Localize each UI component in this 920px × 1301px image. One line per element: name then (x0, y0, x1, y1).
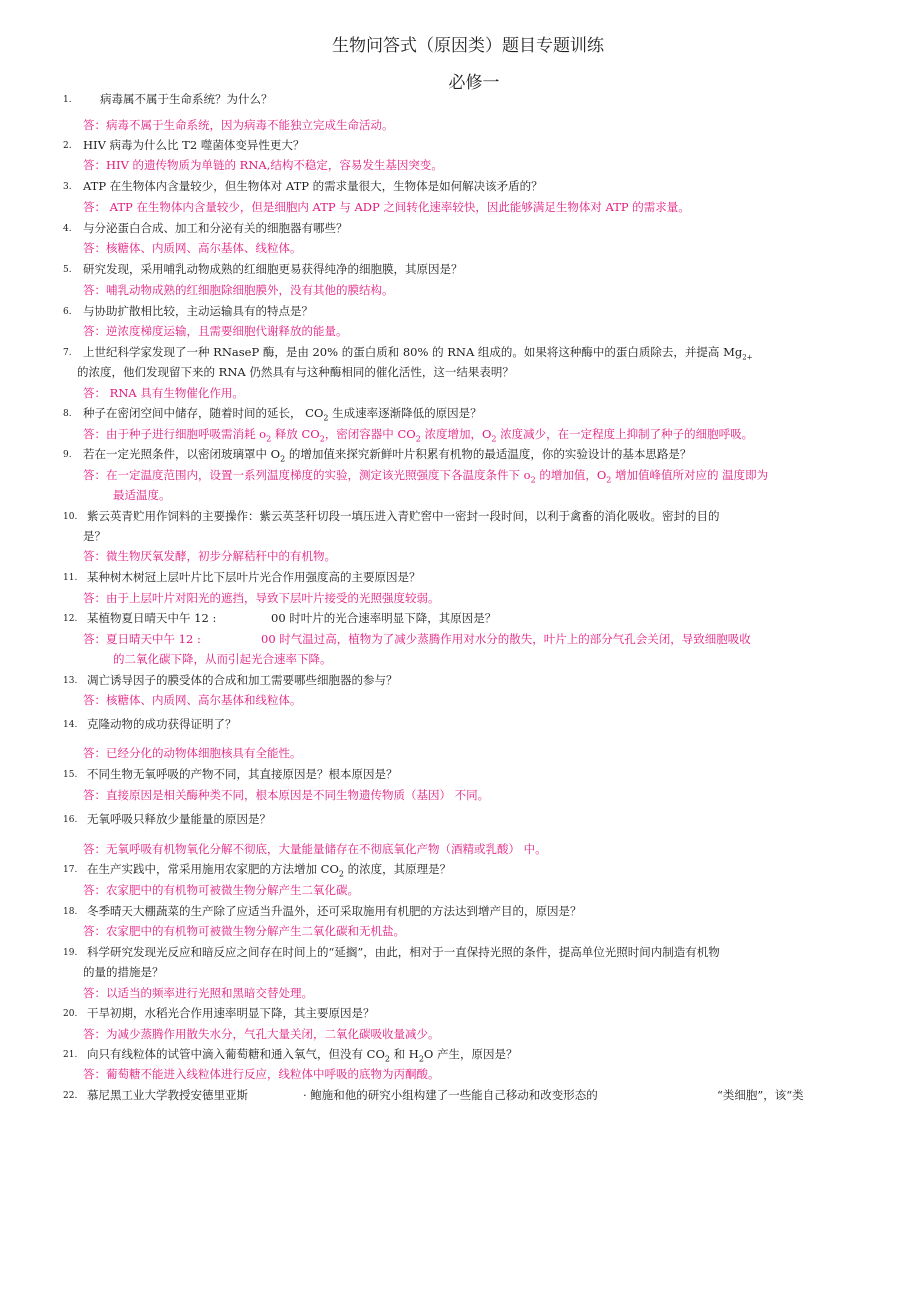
question-text: 冬季晴天大棚蔬菜的生产除了应适当升温外，还可采取施用有机肥的方法达到增产目的，原因是？ (87, 904, 582, 918)
question-text: 研究发现，采用哺乳动物成熟的红细胞更易获得纯净的细胞膜，其原因是？ (83, 262, 463, 276)
question-text: 慕尼黑工业大学教授安德里亚斯 (87, 1088, 248, 1102)
question-number: 10. (63, 512, 78, 522)
question-text: 不同生物无氧呼吸的产物不同，其直接原因是？根本原因是？ (87, 767, 398, 781)
answer-text: 答：由于上层叶片对阳光的遮挡，导致下层叶片接受的光照强度较弱。 (83, 591, 440, 605)
question-number: 6. (63, 307, 72, 317)
answer-text: 答：核糖体、内质网、高尔基体、线粒体。 (83, 241, 302, 255)
answer-text: 答：直接原因是相关酶种类不同，根本原因是不同生物遗传物质（基因） 不同。 (83, 788, 490, 802)
answer-text: 答：夏日晴天中午 12 : (83, 632, 201, 646)
answer-text: 的二氧化碳下降，从而引起光合速率下降。 (113, 652, 332, 666)
answer-text: 00 时气温过高，植物为了减少蒸腾作用对水分的散失，叶片上的部分气孔会关闭，导致细胞吸收 (261, 632, 751, 646)
question-number: 9. (63, 450, 72, 460)
question-number: 18. (63, 907, 78, 917)
question-number: 7. (63, 348, 72, 358)
question-number: 14. (63, 720, 78, 730)
question-text: 00 时叶片的光合速率明显下降，其原因是？ (271, 611, 497, 625)
superscript: 2+ (742, 353, 753, 362)
question-number: 5. (63, 265, 72, 275)
question-number: 12. (63, 614, 78, 624)
question-text: 的量的措施是？ (83, 965, 164, 979)
question-text: 无氧呼吸只释放少量能量的原因是？ (87, 812, 271, 826)
question-number: 16. (63, 815, 78, 825)
question-text: 上世纪科学家发现了一种 RNaseP 酶，是由 20% 的蛋白质和 80% 的 RNA 组成的。如果将这种酶中的蛋白质除去，并提高 $Mg_{2+}$ (83, 345, 753, 362)
question-text: 在生产实践中，常采用施用农家肥的方法增加 $CO_2$ 的浓度，其原理是？ (87, 862, 452, 879)
question-text: 某种树木树冠上层叶片比下层叶片光合作用强度高的主要原因是？ (87, 570, 421, 584)
question-number: 4. (63, 224, 72, 234)
document-subtitle: 必修一 (448, 73, 500, 93)
question-text: 科学研究发现光反应和暗反应之间存在时间上的“延搁”，由此，相对于一直保持光照的条件，提高单位光照时间内制造有机物 (87, 945, 720, 959)
question-text: 种子在密闭空间中储存，随着时间的延长， $CO_2$ 生成速率逐渐降低的原因是？ (83, 406, 482, 423)
question-text: 的浓度，他们发现留下来的 RNA 仍然具有与这种酶相同的催化活性，这一结果表明？ (77, 365, 514, 379)
answer-text: 答：农家肥中的有机物可被微生物分解产生二氧化碳和无机盐。 (83, 924, 405, 938)
question-text: 向只有线粒体的试管中滴入葡萄糖和通入氧气，但没有 $CO_2$ 和 $H_2O$ 产生，原因是？ (87, 1047, 518, 1064)
answer-text: 答：核糖体、内质网、高尔基体和线粒体。 (83, 693, 302, 707)
question-text: · 鲍施和他的研究小组构建了一些能自己移动和改变形态的 (303, 1088, 598, 1102)
question-text: 紫云英青贮用作饲料的主要操作：紫云英茎秆切段一填压进入青贮窖中一密封一段时间，以利于禽畜的消化吸收。密封的目的 (87, 509, 720, 523)
question-number: 15. (63, 770, 78, 780)
question-number: 21. (63, 1050, 78, 1060)
question-text: 凋亡诱导因子的膜受体的合成和加工需要哪些细胞器的参与？ (87, 673, 398, 687)
question-text: HIV 病毒为什么比 T2 噬菌体变异性更大？ (83, 138, 305, 152)
answer-text: 答： ATP 在生物体内含量较少，但是细胞内 ATP 与 ADP 之间转化速率较快，因此能够满足生物体对 ATP 的需求量。 (83, 200, 690, 214)
question-number: 13. (63, 676, 78, 686)
question-text: 克隆动物的成功获得证明了？ (87, 717, 237, 731)
question-number: 3. (63, 182, 72, 192)
question-text: 若在一定光照条件，以密闭玻璃罩中 $O_2$ 的增加值来探究新鲜叶片积累有机物的最适温度，你的实验设计的基本思路是？ (83, 447, 692, 464)
question-number: 17. (63, 865, 78, 875)
answer-text: 答：病毒不属于生命系统，因为病毒不能独立完成生命活动。 (83, 118, 394, 132)
question-text: 干旱初期，水稻光合作用速率明显下降，其主要原因是？ (87, 1006, 375, 1020)
question-text: 与分泌蛋白合成、加工和分泌有关的细胞器有哪些？ (83, 221, 348, 235)
answer-text: 答：逆浓度梯度运输，且需要细胞代谢释放的能量。 (83, 324, 348, 338)
answer-text: 答：已经分化的动物体细胞核具有全能性。 (83, 746, 302, 760)
answer-text: 答： RNA 具有生物催化作用。 (83, 386, 244, 400)
question-number: 22. (63, 1091, 78, 1101)
question-number: 19. (63, 948, 78, 958)
question-number: 20. (63, 1009, 78, 1019)
question-text: 是？ (83, 529, 106, 543)
question-text: “类细胞”，该“类 (717, 1088, 804, 1102)
question-number: 8. (63, 409, 72, 419)
question-text: 某植物夏日晴天中午 12 : (87, 611, 217, 625)
document-title: 生物问答式（原因类）题目专题训练 (332, 36, 604, 56)
answer-text: 答：在一定温度范围内，设置一系列温度梯度的实验，测定该光照强度下各温度条件下 $o_2$ 的增加值，$O_2$ 增加值峰值所对应的 温度即为 (83, 468, 769, 485)
question-text: 病毒属不属于生命系统？为什么？ (100, 92, 273, 106)
question-number: 1. (63, 95, 72, 105)
question-text: 与协助扩散相比较，主动运输具有的特点是？ (83, 304, 313, 318)
answer-text: 答：哺乳动物成熟的红细胞除细胞膜外，没有其他的膜结构。 (83, 283, 394, 297)
answer-text: 答：以适当的频率进行光照和黑暗交替处理。 (83, 986, 313, 1000)
answer-text: 答：葡萄糖不能进入线粒体进行反应，线粒体中呼吸的底物为丙酮酸。 (83, 1067, 440, 1081)
answer-text: 答：由于种子进行细胞呼吸需消耗 $o_2$ 释放 $CO_2$，密闭容器中 $CO_2$ 浓度增加，$O_2$ 浓度减少，在一定程度上抑制了种子的细胞呼吸。 (83, 427, 754, 444)
answer-text: 最适温度。 (113, 488, 171, 502)
answer-text: 答：HIV 的遗传物质为单链的 RNA,结构不稳定，容易发生基因突变。 (83, 158, 443, 172)
question-number: 11. (63, 573, 78, 583)
answer-text: 答：微生物厌氧发酵，初步分解秸秆中的有机物。 (83, 549, 336, 563)
question-text: ATP 在生物体内含量较少，但生物体对 ATP 的需求量很大，生物体是如何解决该矛盾的？ (83, 179, 543, 193)
answer-text: 答：农家肥中的有机物可被微生物分解产生二氧化碳。 (83, 883, 359, 897)
answer-text: 答：为减少蒸腾作用散失水分，气孔大量关闭，二氧化碳吸收量减少。 (83, 1027, 440, 1041)
question-number: 2. (63, 141, 72, 151)
answer-text: 答：无氧呼吸有机物氧化分解不彻底，大量能量储存在不彻底氧化产物（酒精或乳酸） 中。 (83, 842, 547, 856)
